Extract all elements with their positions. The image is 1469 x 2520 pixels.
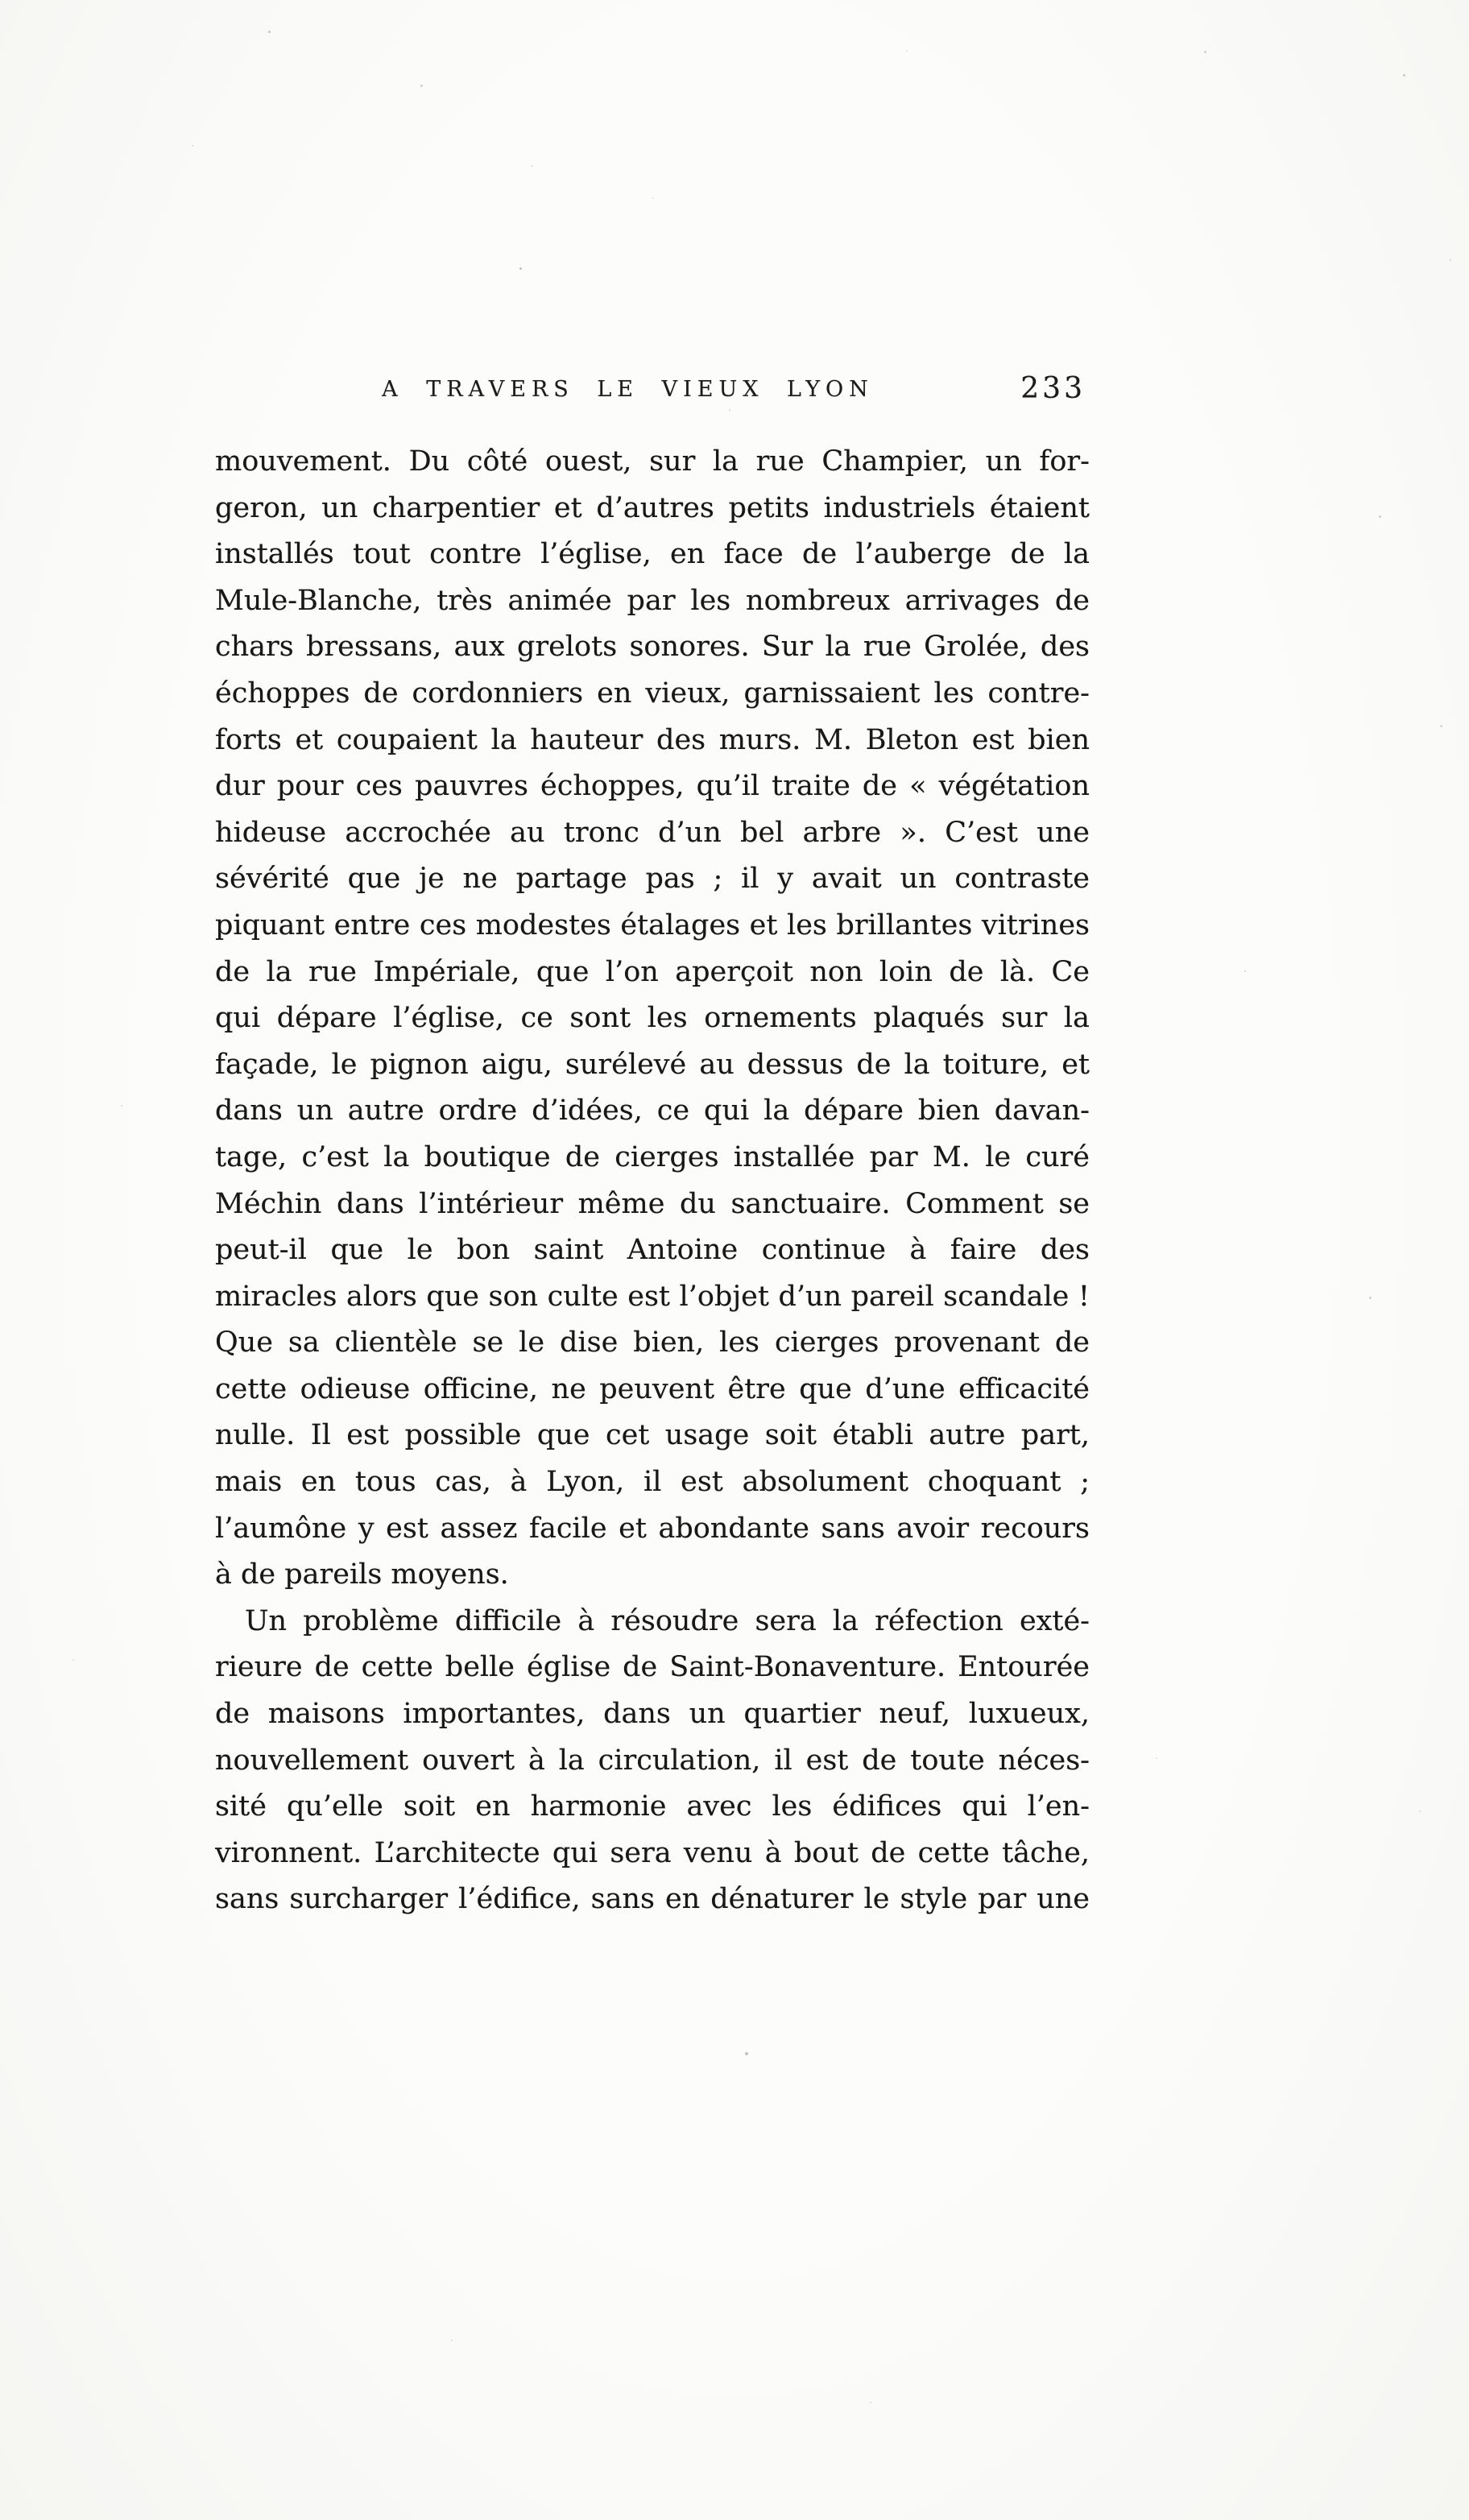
body-text [215,439,1090,1923]
scan-speck-icon [870,2402,871,2403]
text-line: Un problème difficile à résoudre sera la réfection exté- [245,1604,1090,1637]
scan-speck-icon [532,165,533,167]
text-line: vironnent. L’architecte qui sera venu à bout de cette tâche, [215,1836,1090,1869]
page-header [215,372,1089,409]
text-line: piquant entre ces modestes étalages et les brillantes vitrines [215,908,1090,941]
text-line: chars bressans, aux grelots sonores. Sur la rue Grolée, des [215,631,1090,664]
text-line: miracles alors que son culte est l’objet d’un pareil scandale ! [215,1280,1090,1313]
text-line: installés tout contre l’église, en face de l’auberge de la [215,538,1090,571]
text-line: nouvellement ouvert à la circulation, il est de toute néces- [215,1744,1090,1777]
text-line: geron, un charpentier et d’autres petits industriels étaient [215,491,1090,524]
scan-speck-icon [1369,1297,1372,1299]
scan-speck-icon [451,2340,453,2341]
scan-speck-icon [121,1105,122,1107]
text-line: mais en tous cas, à Lyon, il est absolument choquant ; [215,1466,1090,1499]
text-line: peut-il que le bon saint Antoine continue à faire des [215,1234,1090,1267]
text-line: dans un autre ordre d’idées, ce qui la dépare bien davan- [215,1094,1090,1128]
scan-speck-icon [519,267,522,270]
scan-speck-icon [1204,51,1206,53]
text-line: tage, c’est la boutique de cierges installée par M. le curé [215,1140,1090,1173]
scan-speck-icon [729,409,730,411]
text-line: sans surcharger l’édifice, sans en dénaturer le style par une [215,1883,1090,1916]
text-line: échoppes de cordonniers en vieux, garnissaient les contre- [215,677,1090,710]
scan-speck-icon [268,31,271,33]
text-line: mouvement. Du côté ouest, sur la rue Champier, un for- [215,445,1090,478]
text-line: dur pour ces pauvres échoppes, qu’il traite de « végétation [215,770,1090,803]
text-line: l’aumône y est assez facile et abondante sans avoir recours [215,1512,1090,1545]
text-line: de maisons importantes, dans un quartier neuf, luxueux, [215,1698,1090,1731]
text-line: de la rue Impériale, que l’on aperçoit non loin de là. Ce [215,955,1090,988]
text-line: Mule-Blanche, très animée par les nombreux arrivages de [215,584,1090,617]
text-line: hideuse accrochée au tronc d’un bel arbre ». C’est une [215,816,1090,849]
scan-speck-icon [1156,1757,1157,1759]
scan-speck-icon [1403,74,1405,77]
scan-speck-icon [652,197,654,199]
scan-speck-icon [745,2052,748,2055]
scan-speck-icon [1440,725,1442,727]
text-line: forts et coupaient la hauteur des murs. M. Bleton est bien [215,723,1090,756]
text-line: Que sa clientèle se le dise bien, les cierges provenant de [215,1326,1090,1359]
scan-speck-icon [72,1659,74,1661]
text-line: nulle. Il est possible que cet usage soit établi autre part, [215,1419,1090,1452]
scan-speck-icon [906,50,908,52]
page-number: 233 [1020,372,1086,405]
text-line: à de pareils moyens. [215,1558,509,1591]
scan-speck-icon [192,145,193,147]
text-line: sévérité que je ne partage pas ; il y avait un contraste [215,863,1090,896]
scan-speck-icon [1450,259,1451,261]
scan-speck-icon [1379,515,1381,518]
text-line: sité qu’elle soit en harmonie avec les édifices qui l’en- [215,1790,1090,1823]
text-line: qui dépare l’église, ce sont les ornements plaqués sur la [215,1002,1090,1035]
text-line: cette odieuse officine, ne peuvent être que d’une efficacité [215,1372,1090,1405]
text-line: Méchin dans l’intérieur même du sanctuaire. Comment se [215,1187,1090,1220]
text-line: façade, le pignon aigu, surélevé au dessus de la toiture, et [215,1048,1090,1081]
scan-speck-icon [1244,970,1246,972]
running-title: A TRAVERS LE VIEUX LYON [382,377,874,402]
text-line: rieure de cette belle église de Saint-Bonaventure. Entourée [215,1651,1090,1684]
scan-speck-icon [420,85,423,87]
scan-speck-icon [1419,1810,1421,1812]
